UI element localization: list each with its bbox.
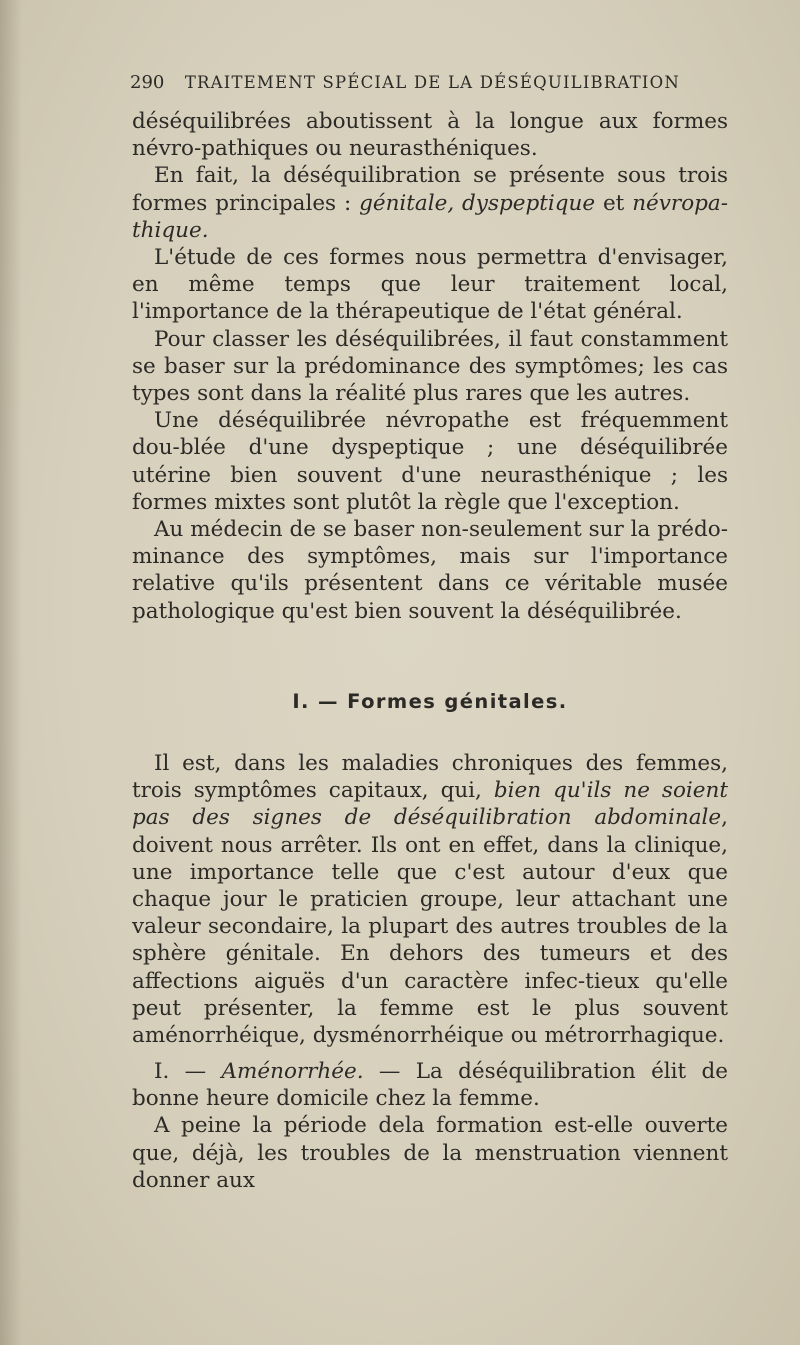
italic-run: névropa-thique. — [132, 190, 728, 243]
paragraph — [132, 750, 728, 1049]
text-run: , doivent nous arrêter. Ils ont en effet, dans la clinique, une importance telle que c'est autour d'eux que chaque jour le praticien groupe, leur attachant une valeur secondaire, la plupart des autres troubles de la sphère génitale. En dehors des tumeurs et des affections aiguës d'un caractère infec-tieux qu'elle peut présenter, la femme est le plus souvent aménorrhéique, dysménorrhéique ou métrorrhagique. — [132, 805, 728, 1049]
section-intro — [132, 108, 728, 625]
italic-run: bien qu'ils ne soient pas des signes de déséquilibration abdominale — [132, 778, 728, 831]
paragraph — [132, 1058, 728, 1112]
page-number: 290 — [130, 72, 165, 93]
italic-run: Aménorrhée. — [221, 1059, 364, 1084]
page-gutter-shadow — [0, 0, 22, 1345]
text-run: — La déséquilibration élit de bonne heure domicile chez la femme. — [132, 1059, 728, 1112]
italic-run: génitale, dyspeptique — [359, 190, 596, 216]
paragraph: déséquilibrées aboutissent à la longue aux formes névro-pathiques ou neurasthéniques. — [132, 109, 728, 162]
paragraph: Au médecin de se baser non-seulement sur la prédo-minance des symptômes, mais sur l'importance relative qu'ils présentent dans ce véritable musée pathologique qu'est bien souvent la déséquilibrée. — [132, 517, 728, 624]
paragraph: L'étude de ces formes nous permettra d'envisager, en même temps que leur traitement local, l'importance de la thérapeutique de l'état général. — [132, 245, 728, 325]
text-run: Il est, dans les maladies chroniques des femmes, trois symptômes capitaux, qui, — [132, 751, 728, 804]
paragraph: A peine la période dela formation est-elle ouverte que, déjà, les troubles de la menstruation viennent donner aux — [132, 1113, 728, 1193]
paragraph: Pour classer les déséquilibrées, il faut constamment se baser sur la prédominance des symptômes; les cas types sont dans la réalité plus rares que les autres. — [132, 326, 728, 407]
paragraph: Une déséquilibrée névropathe est fréquemment dou-blée d'une dyspeptique ; une déséquilibrée utérine bien souvent d'une neurasthénique ; les formes mixtes sont plutôt la règle que l'exception. — [132, 408, 728, 515]
section-amenorrhea — [132, 1058, 728, 1194]
text-run: et — [595, 190, 633, 216]
running-title: TRAITEMENT SPÉCIAL DE LA DÉSÉQUILIBRATION — [184, 73, 680, 92]
paragraph — [132, 162, 728, 244]
section-genital-forms — [132, 750, 728, 1049]
running-header — [130, 72, 730, 93]
text-run: I. — — [154, 1059, 222, 1084]
section-heading: I. — Formes génitales. — [292, 690, 568, 713]
text-run: En fait, la déséquilibration se présente sous trois formes principales : — [132, 163, 728, 216]
